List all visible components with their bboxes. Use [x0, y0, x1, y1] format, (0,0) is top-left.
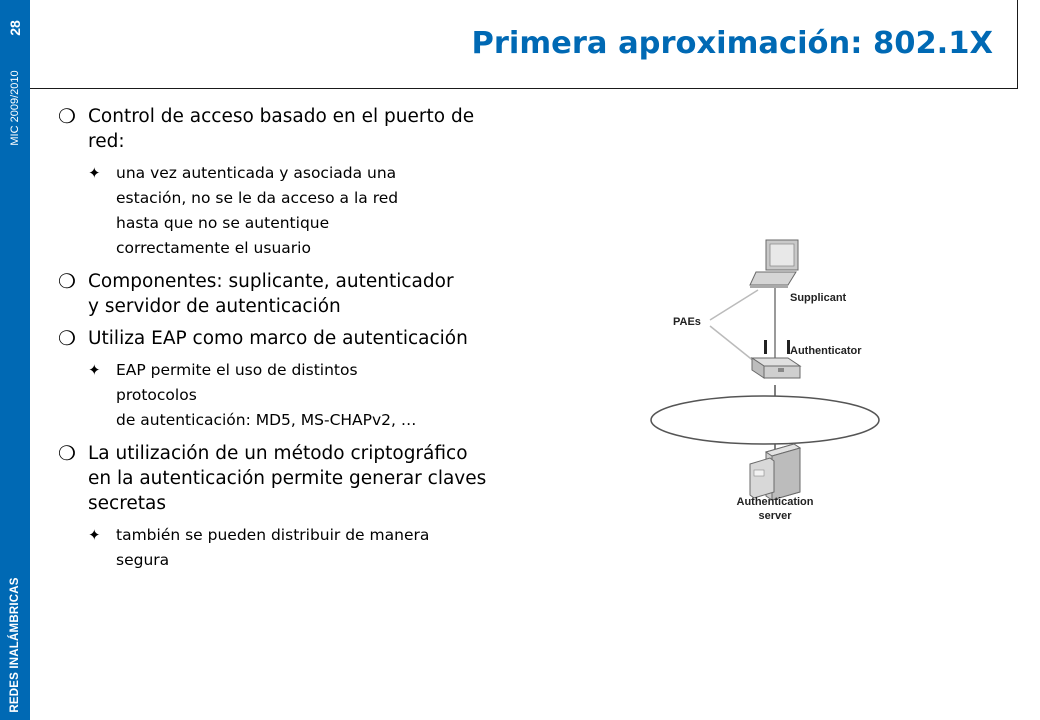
laptop-icon [750, 240, 798, 288]
sub-bullet-item [88, 358, 528, 433]
bullet-line: Utiliza EAP como marco de autenticación [88, 328, 468, 349]
slide-title: Primera aproximación: 802.1X [471, 26, 993, 61]
bullet-marker-icon: ❍ [58, 441, 76, 465]
sub-bullet-line: segura [116, 551, 170, 569]
sub-bullet-line: una vez autenticada y asociada una [116, 164, 397, 182]
sub-bullet-line: correctamente el usuario [116, 239, 311, 257]
sub-bullet-line: estación, no se le da acceso a la red [116, 189, 399, 207]
server-icon [750, 444, 800, 500]
bullet-line: en la autenticación permite generar claves [88, 468, 487, 489]
sub-bullet-item [88, 523, 528, 573]
term-label: MIC 2009/2010 [9, 70, 21, 146]
bullet-item [58, 326, 528, 351]
title-underline [30, 88, 1018, 89]
supplicant-label: Supplicant [790, 292, 847, 304]
bullet-line: Control de acceso basado en el puerto de [88, 106, 475, 127]
page-number: 28 [7, 20, 23, 36]
bullet-line: red: [88, 131, 125, 152]
authenticator-label: Authenticator [790, 345, 862, 357]
bullet-line: La utilización de un método criptográfico [88, 443, 468, 464]
bullet-marker-icon: ❍ [58, 104, 76, 128]
sub-bullet-marker-icon: ✦ [88, 361, 101, 379]
bullet-item [58, 441, 528, 516]
sub-bullet-line: EAP permite el uso de distintos [116, 361, 358, 379]
8021x-diagram [640, 230, 900, 530]
sub-bullet-line: también se pueden distribuir de manera [116, 526, 430, 544]
bullet-line: y servidor de autenticación [88, 296, 341, 317]
bullet-item [58, 104, 528, 154]
pae-line-supplicant [710, 290, 758, 320]
sub-bullet-marker-icon: ✦ [88, 526, 101, 544]
bullet-item [58, 269, 528, 319]
network-ellipse [651, 396, 879, 444]
bullet-list [58, 104, 528, 581]
server-label-line1: Authentication [736, 496, 814, 508]
sub-bullet-line: protocolos [116, 386, 197, 404]
sub-bullet-marker-icon: ✦ [88, 164, 101, 182]
bullet-line: secretas [88, 493, 167, 514]
server-label-line2: server [758, 510, 792, 522]
sub-bullet-item [88, 161, 528, 261]
bullet-line: Componentes: suplicante, autenticador [88, 271, 454, 292]
sub-bullet-line: hasta que no se autentique [116, 214, 330, 232]
bullet-marker-icon: ❍ [58, 326, 76, 350]
sub-bullet-line: de autenticación: MD5, MS-CHAPv2, … [116, 411, 417, 429]
course-label: REDES INALÁMBRICAS [9, 577, 21, 713]
title-frame-vertical [1017, 0, 1018, 89]
bullet-marker-icon: ❍ [58, 269, 76, 293]
side-bar [0, 0, 30, 720]
paes-label: PAEs [673, 316, 701, 328]
pae-line-authenticator [710, 326, 755, 362]
